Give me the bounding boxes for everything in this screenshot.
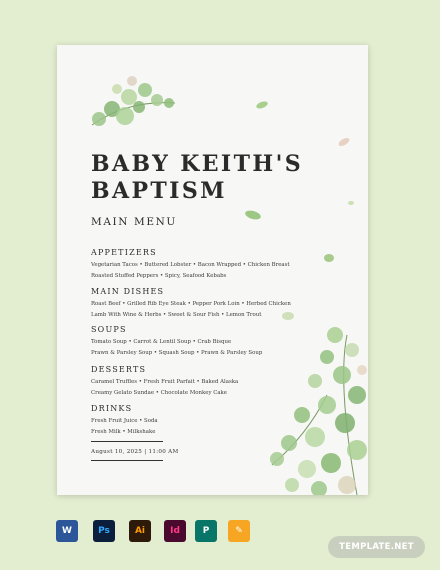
- section-line: Prawn & Parsley Soup • Squash Soup • Prawn & Parsley Soup: [91, 349, 263, 356]
- section-drinks: [91, 403, 291, 437]
- section-heading: APPETIZERS: [91, 248, 157, 257]
- title-line-1: BABY KEITH'S: [91, 151, 303, 177]
- section-desserts: [91, 364, 291, 398]
- template-net-badge[interactable]: TEMPLATE.NET: [328, 536, 425, 558]
- divider: [91, 441, 163, 442]
- title-line-2: BAPTISM: [91, 178, 227, 204]
- section-soups: [91, 324, 291, 358]
- section-main-dishes: [91, 286, 291, 320]
- section-line: Vegetarian Tacos • Buttered Lobster • Bacon Wrapped • Chicken Breast: [91, 262, 290, 268]
- eucalyptus-sprig-top-left: [92, 76, 175, 126]
- section-line: Tomato Soup • Carrot & Lentil Soup • Crab Bisque: [91, 339, 232, 345]
- section-line: Roasted Stuffed Peppers • Spicy, Seafood Kebabs: [91, 272, 227, 279]
- main-menu-heading: MAIN MENU: [91, 216, 177, 228]
- section-line: Caramel Truffles • Fresh Fruit Parfait • Baked Alaska: [91, 379, 239, 385]
- event-title: [91, 151, 303, 205]
- illustrator-icon[interactable]: Ai: [129, 520, 151, 542]
- menu-card: [57, 45, 368, 495]
- photoshop-icon[interactable]: Ps: [93, 520, 115, 542]
- event-date: August 10, 2025 | 11:00 AM: [91, 449, 179, 455]
- publisher-icon[interactable]: P: [195, 520, 217, 542]
- indesign-icon[interactable]: Id: [164, 520, 186, 542]
- section-line: Fresh Fruit Juice • Soda: [91, 418, 158, 424]
- section-line: Fresh Milk • Milkshake: [91, 428, 156, 435]
- section-heading: SOUPS: [91, 325, 127, 334]
- section-line: Roast Beef • Grilled Rib Eye Steak • Pepper Pork Loin • Herbed Chicken: [91, 301, 291, 307]
- section-heading: DESSERTS: [91, 365, 147, 374]
- section-heading: DRINKS: [91, 404, 133, 413]
- section-heading: MAIN DISHES: [91, 287, 165, 296]
- word-icon[interactable]: W: [56, 520, 78, 542]
- pages-icon[interactable]: ✎: [228, 520, 250, 542]
- divider: [91, 460, 163, 461]
- section-line: Lamb With Wine & Herbs • Sweet & Sour Fish • Lemon Trout: [91, 311, 262, 318]
- section-line: Creamy Gelato Sundae • Chocolate Monkey Cake: [91, 389, 227, 396]
- section-appetizers: [91, 247, 291, 281]
